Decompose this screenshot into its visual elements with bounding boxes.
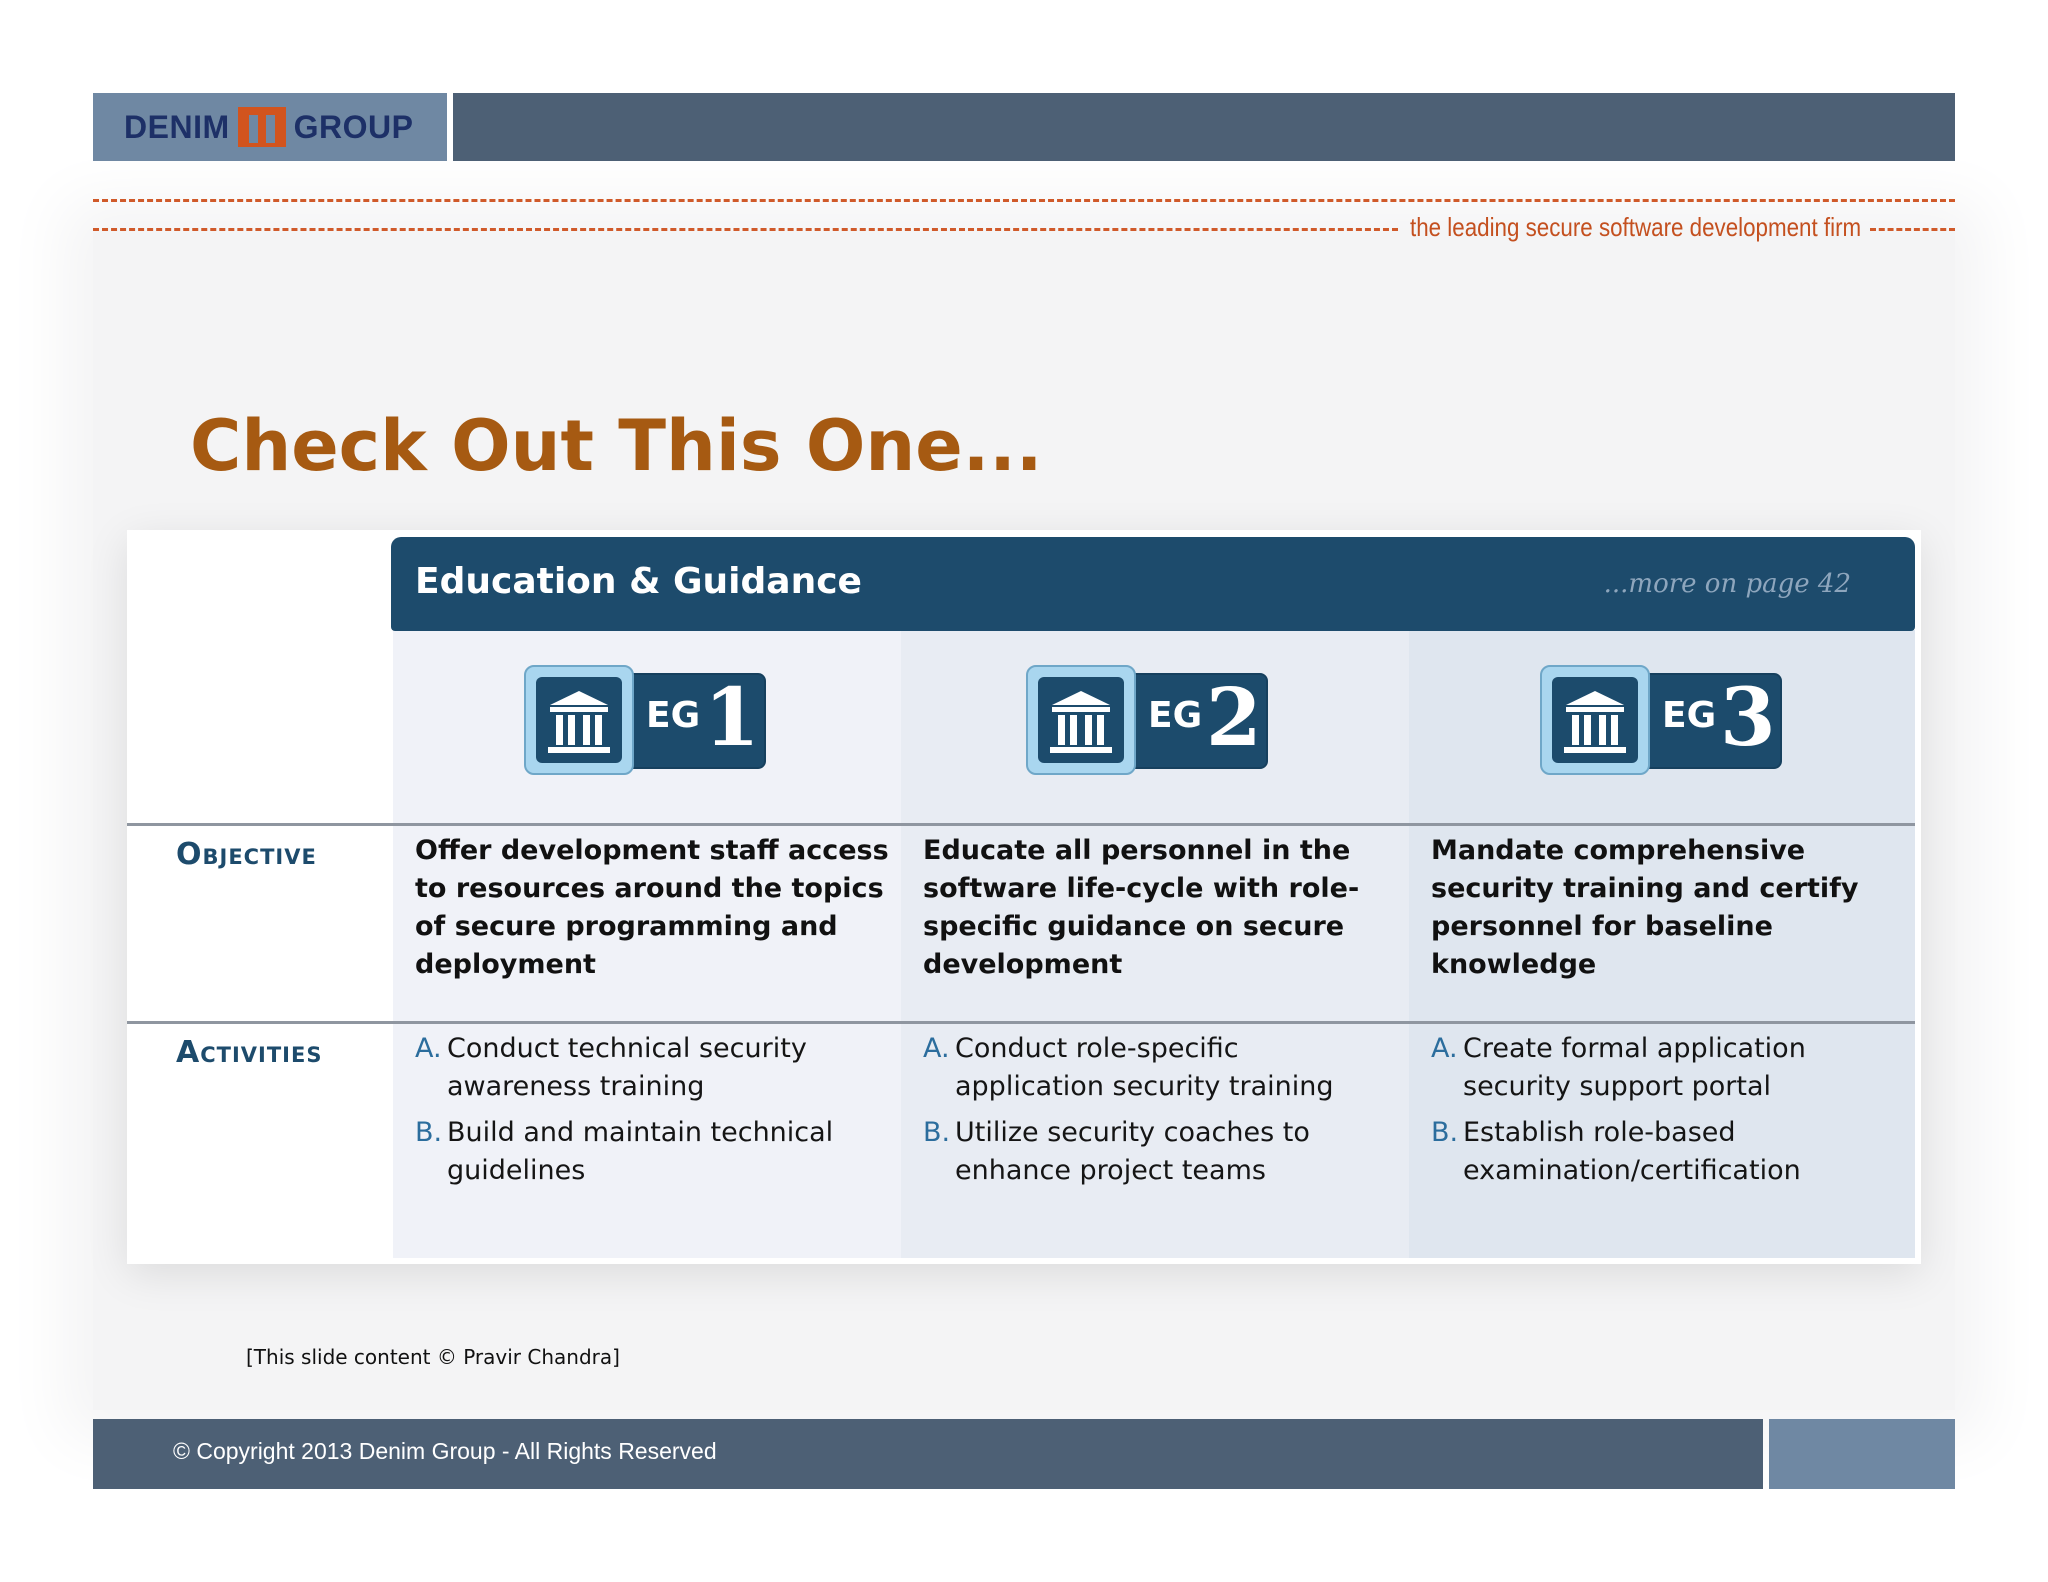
badge-prefix: EG (646, 695, 701, 736)
institution-icon (536, 677, 622, 763)
slide-title: Check Out This One... (190, 405, 1043, 487)
badge-prefix: EG (1148, 695, 1203, 736)
activity-item (1431, 1114, 1901, 1190)
dg-logo-icon (238, 107, 286, 147)
logo-word-right: GROUP (293, 108, 414, 145)
activity-item (923, 1114, 1393, 1190)
activities-eg1 (415, 1030, 885, 1198)
badge-number: 2 (1206, 670, 1262, 764)
activities-eg2 (923, 1030, 1393, 1198)
footer-copyright: © Copyright 2013 Denim Group - All Rights Reserved (173, 1438, 717, 1464)
dashed-divider-top (93, 199, 1955, 202)
eg1-badge (524, 665, 774, 775)
badge-number: 3 (1720, 670, 1776, 764)
activity-letter: B. (923, 1117, 951, 1148)
activity-item (415, 1030, 885, 1106)
tagline: the leading secure software development firm (1410, 212, 1862, 242)
activity-letter: A. (923, 1033, 950, 1064)
institution-icon (1038, 677, 1124, 763)
objective-eg1: Offer development staff access to resources around the topics of secure programming and deployment (415, 835, 889, 980)
denim-group-logo (124, 104, 413, 150)
activity-text: Establish role-based examination/certification (1463, 1117, 1801, 1186)
institution-icon (1552, 677, 1638, 763)
activity-text: Utilize security coaches to enhance project teams (955, 1117, 1310, 1186)
activity-letter: B. (1431, 1117, 1459, 1148)
activity-text: Build and maintain technical guidelines (447, 1117, 834, 1186)
activity-item (415, 1114, 885, 1190)
activity-item (923, 1030, 1393, 1106)
content-credit: [This slide content © Pravir Chandra] (246, 1345, 620, 1369)
dashed-divider-right (1870, 228, 1955, 231)
activities-eg3 (1431, 1030, 1901, 1198)
activity-text: Conduct technical security awareness training (447, 1033, 807, 1102)
row-divider-objective (127, 823, 1915, 826)
objective-label: Objective (176, 837, 317, 872)
practice-banner (391, 537, 1915, 631)
row-divider-activities (127, 1021, 1915, 1024)
samm-practice-figure (127, 530, 1921, 1264)
eg2-badge (1026, 665, 1276, 775)
activity-text: Create formal application security support portal (1463, 1033, 1806, 1102)
badge-number: 1 (704, 670, 760, 764)
header-bar (453, 93, 1955, 161)
badge-prefix: EG (1662, 695, 1717, 736)
activities-label: Activities (176, 1035, 323, 1070)
logo-word-left: DENIM (124, 108, 230, 145)
objective-eg3: Mandate comprehensive security training and certify personnel for baseline knowledge (1431, 835, 1859, 980)
dashed-divider-left (93, 228, 1398, 231)
eg3-badge (1540, 665, 1790, 775)
footer-box (1769, 1419, 1955, 1489)
activity-letter: A. (1431, 1033, 1458, 1064)
practice-title: Education & Guidance (415, 561, 862, 602)
activity-item (1431, 1030, 1901, 1106)
more-on-page-note: ...more on page 42 (1603, 569, 1851, 599)
objective-eg2: Educate all personnel in the software life-cycle with role-specific guidance on secure development (923, 835, 1360, 980)
activity-letter: B. (415, 1117, 443, 1148)
activity-text: Conduct role-specific application security training (955, 1033, 1334, 1102)
activity-letter: A. (415, 1033, 442, 1064)
